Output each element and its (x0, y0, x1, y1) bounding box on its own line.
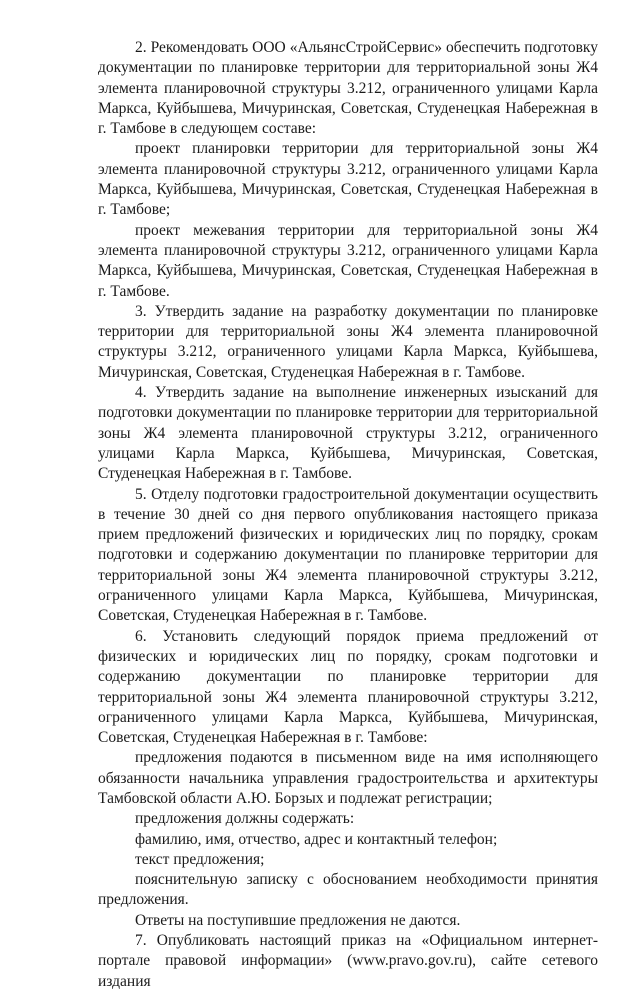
paragraph-explanatory-note: пояснительную записку с обоснованием необходимости принятия предложения. (98, 871, 598, 909)
paragraph-item-5: 5. Отделу подготовки градостроительной документации осуществить в течение 30 дней со дня первого опубликования настоящего приказа прием предложений физических и юридических лиц по порядку, срокам подготовки и содержанию документации по планировке территории для территориальной зоны Ж4 элемента планировочной структуры 3.212, ограниченного улицами Карла Маркса, Куйбышева, Мичуринская, Советская, Студенецкая Набережная в г. Тамбове. (98, 485, 598, 625)
paragraph-surveying-project: проект межевания территории для территориальной зоны Ж4 элемента планировочной структуры 3.212, ограниченного улицами Карла Маркса, Куйбышева, Мичуринская, Советская, Студенецкая Набережная в г. Тамбове. (98, 221, 598, 300)
paragraph-item-6: 6. Установить следующий порядок приема предложений от физических и юридических лиц по порядку, срокам подготовки и содержанию документации по планировке территории для территориальной зоны Ж4 элемента планировочной структуры 3.212, ограниченного улицами Карла Маркса, Куйбышева, Мичуринская, Советская, Студенецкая Набережная в г. Тамбове: (98, 627, 598, 747)
paragraph-item-3: 3. Утвердить задание на разработку документации по планировке территории для территориальной зоны Ж4 элемента планировочной структуры 3.212, ограниченного улицами Карла Маркса, Куйбышева, Мичуринская, Советская, Студенецкая Набережная в г. Тамбове. (98, 302, 598, 381)
paragraph-proposals-submission: предложения подаются в письменном виде на имя исполняющего обязанности начальника управления градостроительства и архитектуры Тамбовской области А.Ю. Борзых и подлежат регистрации; (98, 749, 598, 807)
paragraph-no-replies: Ответы на поступившие предложения не даются. (135, 911, 461, 929)
paragraph-contact-details: фамилию, имя, отчество, адрес и контактный телефон; (135, 830, 498, 848)
paragraph-planning-project: проект планировки территории для территориальной зоны Ж4 элемента планировочной структуры 3.212, ограниченного улицами Карла Маркса, Куйбышева, Мичуринская, Советская, Студенецкая Набережная в г. Тамбове; (98, 140, 598, 219)
paragraph-item-2: 2. Рекомендовать ООО «АльянсСтройСервис» обеспечить подготовку документации по планировке территории для территориальной зоны Ж4 элемента планировочной структуры 3.212, ограниченного улицами Карла Маркса, Куйбышева, Мичуринская, Советская, Студенецкая Набережная в г. Тамбове в следующем составе: (98, 39, 598, 138)
paragraph-proposal-text: текст предложения; (135, 850, 265, 868)
paragraph-proposals-content: предложения должны содержать: (135, 810, 355, 828)
paragraph-item-7: 7. Опубликовать настоящий приказ на «Официальном интернет-портале правовой информации» (www.pravo.gov.ru), сайте сетевого издания (98, 932, 598, 990)
paragraph-item-4: 4. Утвердить задание на выполнение инженерных изысканий для подготовки документации по планировке территории для территориальной зоны Ж4 элемента планировочной структуры 3.212, ограниченного улицами Карла Маркса, Куйбышева, Мичуринская, Советская, Студенецкая Набережная в г. Тамбове. (98, 384, 598, 483)
